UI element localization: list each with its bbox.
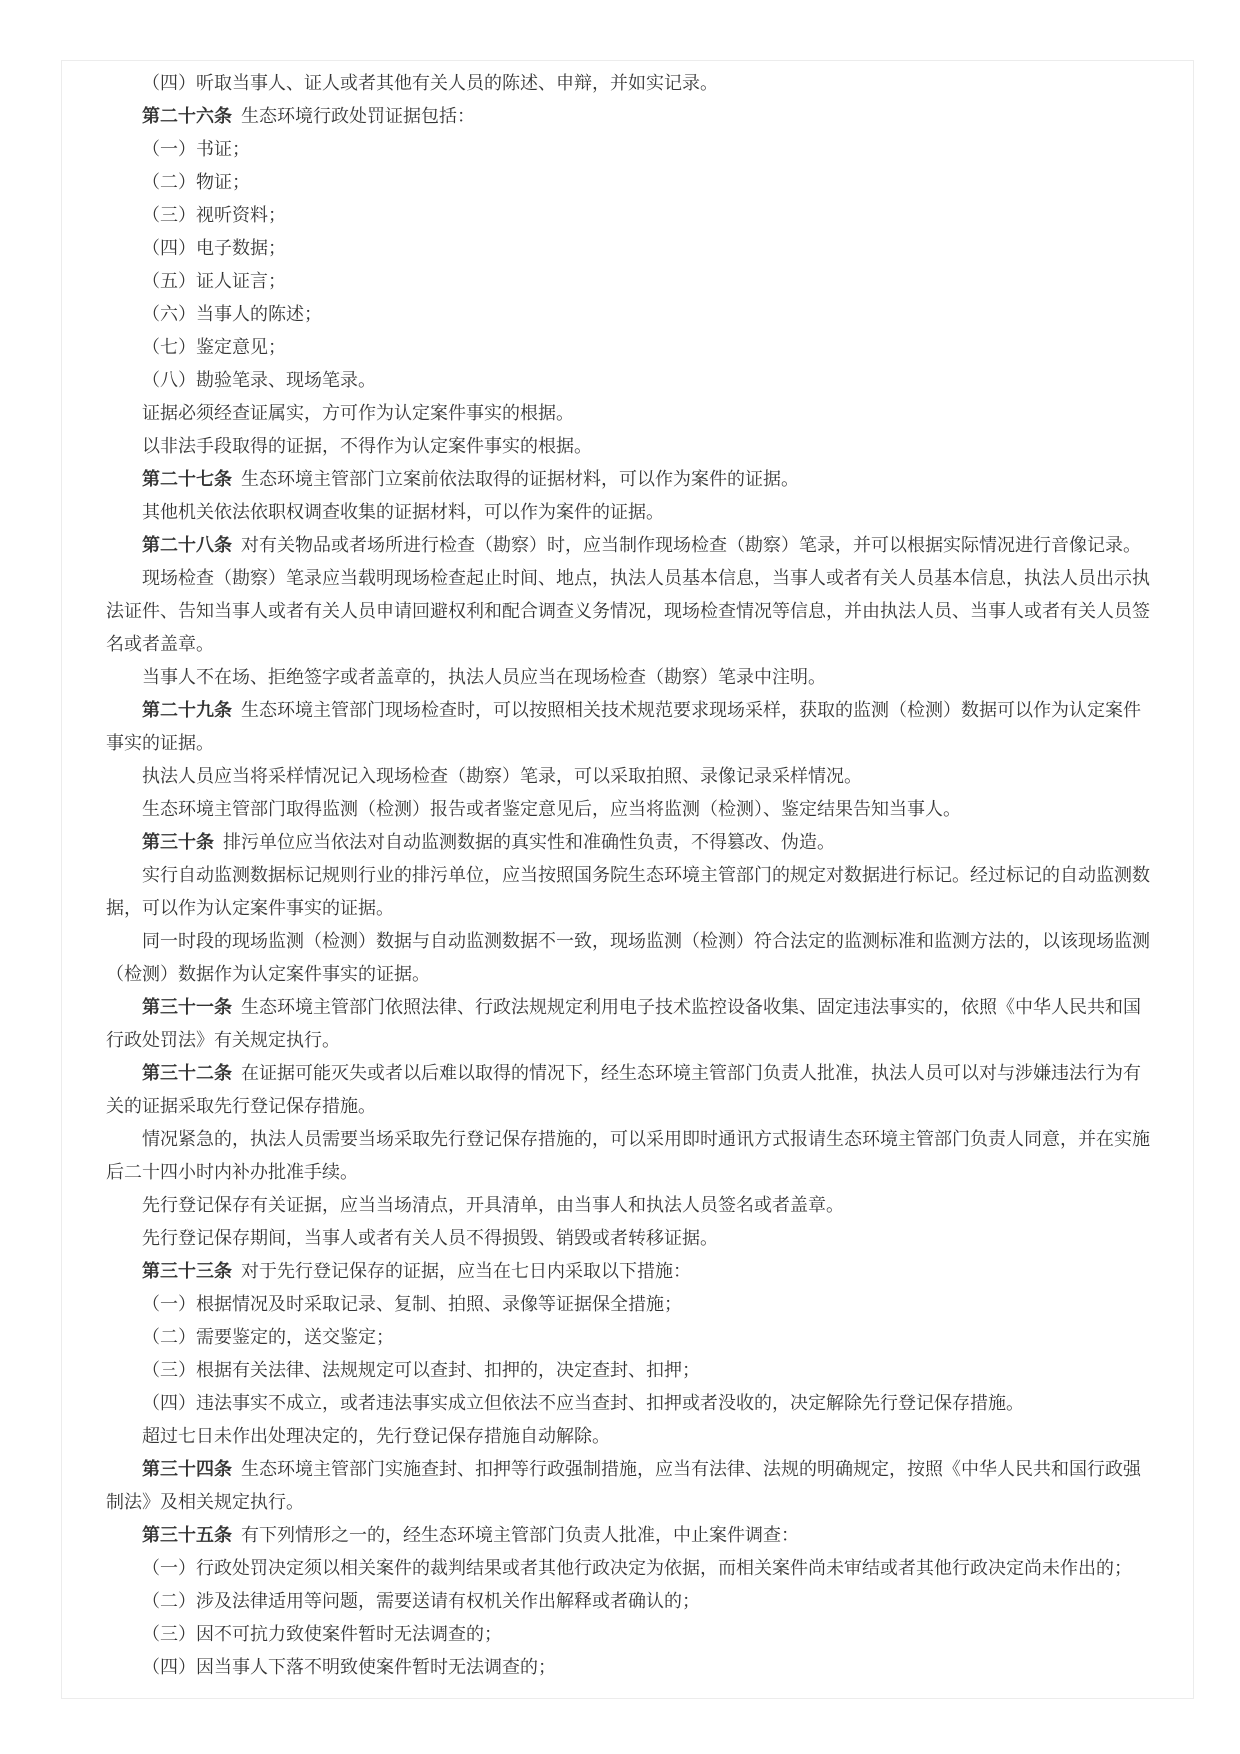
paragraph — [106, 1420, 1150, 1453]
paragraph-text: （一）根据情况及时采取记录、复制、拍照、录像等证据保全措施； — [142, 1294, 682, 1314]
paragraph — [106, 1387, 1150, 1420]
paragraph — [106, 661, 1150, 694]
paragraph — [106, 199, 1150, 232]
paragraph-text: （四）违法事实不成立，或者违法事实成立但依法不应当查封、扣押或者没收的，决定解除先行登记保存措施。 — [142, 1393, 1024, 1413]
paragraph — [106, 463, 1150, 496]
paragraph — [106, 430, 1150, 463]
paragraph-text: （四）听取当事人、证人或者其他有关人员的陈述、申辩，并如实记录。 — [142, 73, 718, 93]
paragraph-text: （二）物证； — [142, 172, 250, 192]
paragraph-text: 生态环境主管部门依照法律、行政法规规定利用电子技术监控设备收集、固定违法事实的，依照《中华人民共和国行政处罚法》有关规定执行。 — [106, 997, 1141, 1050]
paragraph — [106, 694, 1150, 760]
paragraph — [106, 1255, 1150, 1288]
paragraph — [106, 166, 1150, 199]
paragraph — [106, 1453, 1150, 1519]
paragraph-text: 实行自动监测数据标记规则行业的排污单位，应当按照国务院生态环境主管部门的规定对数据进行标记。经过标记的自动监测数据，可以作为认定案件事实的证据。 — [106, 865, 1150, 918]
paragraph — [106, 1321, 1150, 1354]
article-number: 第三十条 — [142, 832, 214, 852]
paragraph-text: 对有关物品或者场所进行检查（勘察）时，应当制作现场检查（勘察）笔录，并可以根据实际情况进行音像记录。 — [241, 535, 1141, 555]
paragraph-text: 其他机关依法依职权调查收集的证据材料，可以作为案件的证据。 — [142, 502, 664, 522]
article-number: 第二十六条 — [142, 106, 232, 126]
paragraph-text: （四）电子数据； — [142, 238, 286, 258]
paragraph — [106, 925, 1150, 991]
paragraph-text: 生态环境行政处罚证据包括： — [241, 106, 475, 126]
paragraph-text: 超过七日未作出处理决定的，先行登记保存措施自动解除。 — [142, 1426, 610, 1446]
document-page-card — [61, 60, 1194, 1699]
paragraph-text: 先行登记保存有关证据，应当当场清点，开具清单，由当事人和执法人员签名或者盖章。 — [142, 1195, 844, 1215]
paragraph — [106, 298, 1150, 331]
article-number: 第三十三条 — [142, 1261, 232, 1281]
paragraph-text: （三）因不可抗力致使案件暂时无法调查的； — [142, 1624, 502, 1644]
paragraph-text: 生态环境主管部门现场检查时，可以按照相关技术规范要求现场采样，获取的监测（检测）数据可以作为认定案件事实的证据。 — [106, 700, 1141, 753]
paragraph-text: （二）涉及法律适用等问题，需要送请有权机关作出解释或者确认的； — [142, 1591, 700, 1611]
paragraph — [106, 1123, 1150, 1189]
paragraph — [106, 496, 1150, 529]
paragraph — [106, 100, 1150, 133]
paragraph-text: 有下列情形之一的，经生态环境主管部门负责人批准，中止案件调查： — [241, 1525, 799, 1545]
paragraph — [106, 760, 1150, 793]
paragraph-text: 情况紧急的，执法人员需要当场采取先行登记保存措施的，可以采用即时通讯方式报请生态环境主管部门负责人同意，并在实施后二十四小时内补办批准手续。 — [106, 1129, 1150, 1182]
paragraph-text: 生态环境主管部门立案前依法取得的证据材料，可以作为案件的证据。 — [241, 469, 799, 489]
paragraph-text: 当事人不在场、拒绝签字或者盖章的，执法人员应当在现场检查（勘察）笔录中注明。 — [142, 667, 826, 687]
paragraph-text: （八）勘验笔录、现场笔录。 — [142, 370, 376, 390]
paragraph — [106, 265, 1150, 298]
paragraph — [106, 67, 1150, 100]
article-number: 第三十四条 — [142, 1459, 232, 1479]
paragraph — [106, 859, 1150, 925]
paragraph — [106, 529, 1150, 562]
paragraph — [106, 331, 1150, 364]
article-number: 第二十七条 — [142, 469, 232, 489]
paragraph — [106, 1651, 1150, 1684]
paragraph — [106, 826, 1150, 859]
paragraph-text: 现场检查（勘察）笔录应当载明现场检查起止时间、地点，执法人员基本信息，当事人或者有关人员基本信息，执法人员出示执法证件、告知当事人或者有关人员申请回避权利和配合调查义务情况，现场检查情况等信息，并由执法人员、当事人或者有关人员签名或者盖章。 — [106, 568, 1150, 654]
paragraph — [106, 1354, 1150, 1387]
article-number: 第三十二条 — [142, 1063, 232, 1083]
paragraph — [106, 793, 1150, 826]
paragraph — [106, 1222, 1150, 1255]
paragraph-text: （五）证人证言； — [142, 271, 286, 291]
paragraph-text: （三）视听资料； — [142, 205, 286, 225]
paragraph-text: 对于先行登记保存的证据，应当在七日内采取以下措施： — [241, 1261, 691, 1281]
paragraph-text: （一）书证； — [142, 139, 250, 159]
paragraph — [106, 364, 1150, 397]
article-number: 第三十一条 — [142, 997, 232, 1017]
paragraph — [106, 1585, 1150, 1618]
paragraph-text: （一）行政处罚决定须以相关案件的裁判结果或者其他行政决定为依据，而相关案件尚未审结或者其他行政决定尚未作出的； — [142, 1558, 1132, 1578]
paragraph-text: （六）当事人的陈述； — [142, 304, 322, 324]
paragraph-text: 先行登记保存期间，当事人或者有关人员不得损毁、销毁或者转移证据。 — [142, 1228, 718, 1248]
paragraph — [106, 133, 1150, 166]
paragraph-text: （三）根据有关法律、法规规定可以查封、扣押的，决定查封、扣押； — [142, 1360, 700, 1380]
paragraph — [106, 1057, 1150, 1123]
paragraph-text: 在证据可能灭失或者以后难以取得的情况下，经生态环境主管部门负责人批准，执法人员可以对与涉嫌违法行为有关的证据采取先行登记保存措施。 — [106, 1063, 1141, 1116]
paragraph-text: （二）需要鉴定的，送交鉴定； — [142, 1327, 394, 1347]
paragraph-text: 同一时段的现场监测（检测）数据与自动监测数据不一致，现场监测（检测）符合法定的监测标准和监测方法的，以该现场监测（检测）数据作为认定案件事实的证据。 — [106, 931, 1150, 984]
paragraph-text: 证据必须经查证属实，方可作为认定案件事实的根据。 — [142, 403, 574, 423]
paragraph — [106, 1618, 1150, 1651]
document-content — [106, 67, 1150, 1684]
paragraph-text: 排污单位应当依法对自动监测数据的真实性和准确性负责，不得篡改、伪造。 — [223, 832, 835, 852]
article-number: 第三十五条 — [142, 1525, 232, 1545]
paragraph-text: （四）因当事人下落不明致使案件暂时无法调查的； — [142, 1657, 556, 1677]
article-number: 第二十八条 — [142, 535, 232, 555]
paragraph — [106, 397, 1150, 430]
paragraph — [106, 991, 1150, 1057]
paragraph — [106, 232, 1150, 265]
article-number: 第二十九条 — [142, 700, 232, 720]
paragraph-text: 生态环境主管部门取得监测（检测）报告或者鉴定意见后，应当将监测（检测）、鉴定结果告知当事人。 — [142, 799, 961, 819]
paragraph — [106, 1519, 1150, 1552]
paragraph — [106, 1552, 1150, 1585]
paragraph — [106, 562, 1150, 661]
paragraph — [106, 1189, 1150, 1222]
paragraph — [106, 1288, 1150, 1321]
paragraph-text: （七）鉴定意见； — [142, 337, 286, 357]
paragraph-text: 以非法手段取得的证据，不得作为认定案件事实的根据。 — [142, 436, 592, 456]
paragraph-text: 执法人员应当将采样情况记入现场检查（勘察）笔录，可以采取拍照、录像记录采样情况。 — [142, 766, 862, 786]
paragraph-text: 生态环境主管部门实施查封、扣押等行政强制措施，应当有法律、法规的明确规定，按照《中华人民共和国行政强制法》及相关规定执行。 — [106, 1459, 1141, 1512]
